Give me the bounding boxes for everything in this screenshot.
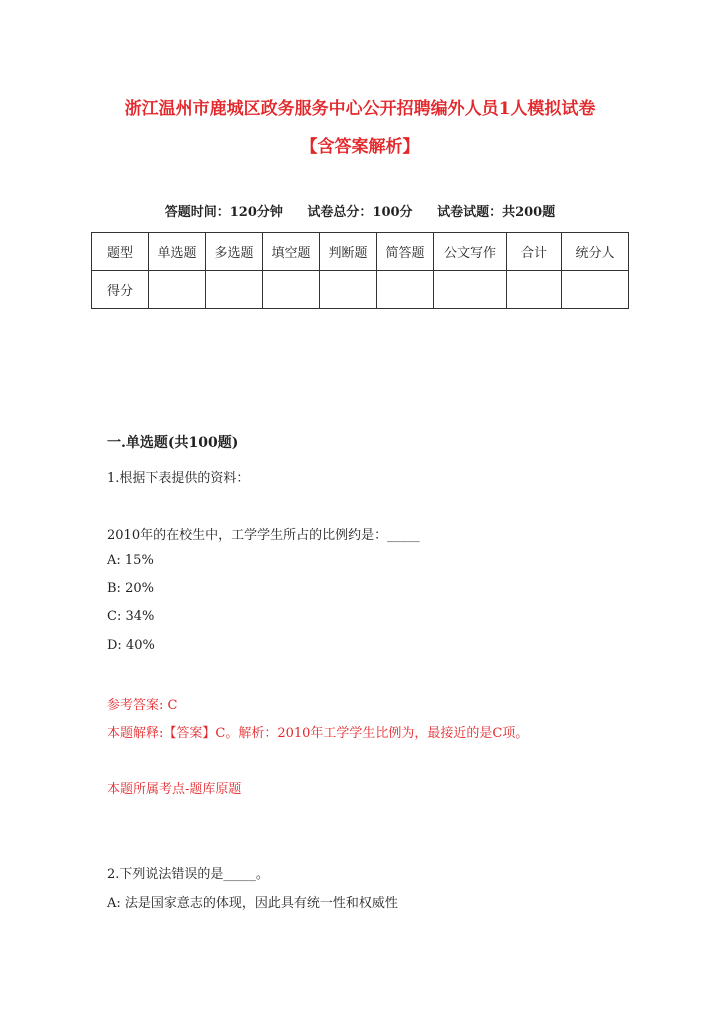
row-label-cell: 得分: [92, 271, 149, 309]
exam-total-score: 试卷总分：100分: [307, 205, 413, 220]
document-title: 浙江温州市鹿城区政务服务中心公开招聘编外人员1人模拟试卷: [124, 99, 596, 119]
score-table: [91, 232, 629, 309]
header-cell: 公文写作: [434, 233, 507, 271]
q1-option-b: B: 20%: [107, 581, 154, 596]
header-cell: 合计: [507, 233, 562, 271]
score-table-score-row: [92, 271, 629, 309]
header-cell: 填空题: [263, 233, 320, 271]
q1-answer: 参考答案: C: [107, 698, 178, 713]
header-cell: 简答题: [377, 233, 434, 271]
score-cell: [149, 271, 206, 309]
header-cell: 统分人: [562, 233, 629, 271]
exam-meta: [0, 201, 720, 220]
q1-stem: 1.根据下表提供的资料：: [107, 471, 250, 486]
score-cell: [206, 271, 263, 309]
q2-stem: 2.下列说法错误的是_____。: [107, 867, 269, 882]
header-cell: 多选题: [206, 233, 263, 271]
score-cell: [263, 271, 320, 309]
q1-topic: 本题所属考点-题库原题: [107, 782, 242, 797]
score-cell: [320, 271, 377, 309]
header-cell: 单选题: [149, 233, 206, 271]
score-table-header-row: [92, 233, 629, 271]
header-cell: 题型: [92, 233, 149, 271]
score-cell: [377, 271, 434, 309]
document-subtitle: 【含答案解析】: [300, 137, 420, 157]
q1-option-c: C: 34%: [107, 609, 155, 624]
q1-explanation: 本题解释:【答案】C。解析：2010年工学学生比例为，最接近的是C项。: [107, 726, 529, 741]
exam-question-count: 试卷试题：共200题: [437, 205, 556, 220]
exam-time: 答题时间：120分钟: [164, 205, 283, 220]
q1-question: 2010年的在校生中，工学学生所占的比例约是：_____: [107, 528, 420, 543]
score-cell: [507, 271, 562, 309]
score-cell: [434, 271, 507, 309]
section-title: 一.单选题(共100题): [107, 435, 239, 451]
q1-option-d: D: 40%: [107, 638, 155, 653]
score-cell: [562, 271, 629, 309]
header-cell: 判断题: [320, 233, 377, 271]
q1-option-a: A: 15%: [107, 553, 154, 568]
q2-option-a: A: 法是国家意志的体现，因此具有统一性和权威性: [107, 896, 398, 911]
